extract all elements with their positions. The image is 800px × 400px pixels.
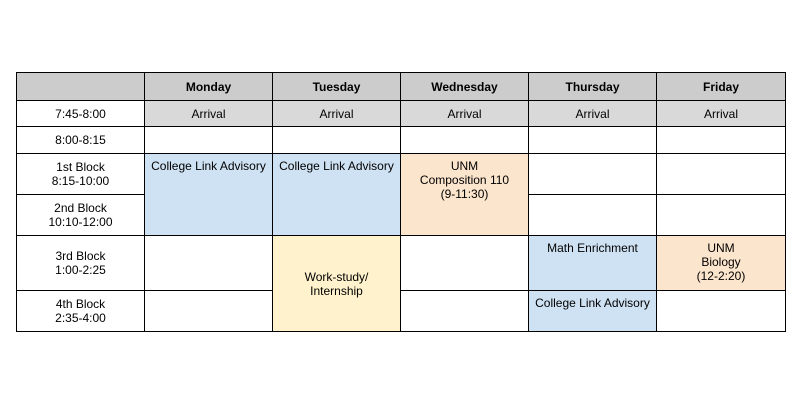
arrival-monday: Arrival — [145, 101, 273, 127]
wednesday-unm-line3: (9-11:30) — [440, 187, 489, 201]
friday-unm-line2: Biology — [701, 255, 741, 269]
time-block1-range: 8:15-10:00 — [51, 174, 110, 188]
empty-cell — [401, 291, 529, 332]
class-monday-advisory: College Link Advisory — [145, 154, 273, 236]
empty-cell — [657, 291, 786, 332]
arrival-thursday: Arrival — [529, 101, 657, 127]
empty-cell — [145, 127, 273, 154]
time-block2-range: 10:10-12:00 — [48, 215, 113, 229]
schedule-table — [16, 72, 786, 332]
workstudy-line2: Internship — [310, 283, 363, 298]
class-friday-unm — [657, 236, 786, 291]
time-block4 — [17, 291, 145, 332]
arrival-friday: Arrival — [657, 101, 786, 127]
empty-cell — [273, 127, 401, 154]
empty-cell — [529, 127, 657, 154]
class-thursday-math: Math Enrichment — [529, 236, 657, 291]
friday-unm-line1: UNM — [707, 241, 735, 255]
wednesday-unm-line1: UNM — [450, 159, 479, 173]
corner-cell — [17, 73, 145, 101]
day-header-monday: Monday — [145, 73, 273, 101]
friday-unm-line3: (12-2:20) — [696, 269, 746, 283]
time-block3-range: 1:00-2:25 — [55, 263, 106, 277]
time-block4-range: 2:35-4:00 — [55, 311, 106, 325]
block1-row — [17, 154, 786, 195]
day-header-wednesday: Wednesday — [401, 73, 529, 101]
workstudy-line1: Work-study/ — [304, 269, 369, 284]
arrival-wednesday: Arrival — [401, 101, 529, 127]
early-row — [17, 127, 786, 154]
empty-cell — [657, 127, 786, 154]
wednesday-unm-line2: Composition 110 — [419, 173, 510, 187]
empty-cell — [145, 291, 273, 332]
day-header-tuesday: Tuesday — [273, 73, 401, 101]
block4-row — [17, 291, 786, 332]
empty-cell — [529, 195, 657, 236]
class-tuesday-workstudy — [273, 236, 401, 332]
time-block3-label: 3rd Block — [55, 249, 106, 263]
time-block4-label: 4th Block — [55, 297, 106, 311]
empty-cell — [145, 236, 273, 291]
block3-row — [17, 236, 786, 291]
arrival-tuesday: Arrival — [273, 101, 401, 127]
empty-cell — [657, 154, 786, 195]
time-block1-label: 1st Block — [56, 160, 105, 174]
class-thursday-advisory: College Link Advisory — [529, 291, 657, 332]
time-block3 — [17, 236, 145, 291]
time-early: 8:00-8:15 — [17, 127, 145, 154]
empty-cell — [657, 195, 786, 236]
class-tuesday-advisory: College Link Advisory — [273, 154, 401, 236]
time-block1 — [17, 154, 145, 195]
empty-cell — [401, 236, 529, 291]
empty-cell — [401, 127, 529, 154]
time-arrival: 7:45-8:00 — [17, 101, 145, 127]
day-header-thursday: Thursday — [529, 73, 657, 101]
class-wednesday-unm — [401, 154, 529, 236]
day-header-friday: Friday — [657, 73, 786, 101]
header-row — [17, 73, 786, 101]
time-block2-label: 2nd Block — [54, 201, 107, 215]
arrival-row — [17, 101, 786, 127]
time-block2 — [17, 195, 145, 236]
empty-cell — [529, 154, 657, 195]
